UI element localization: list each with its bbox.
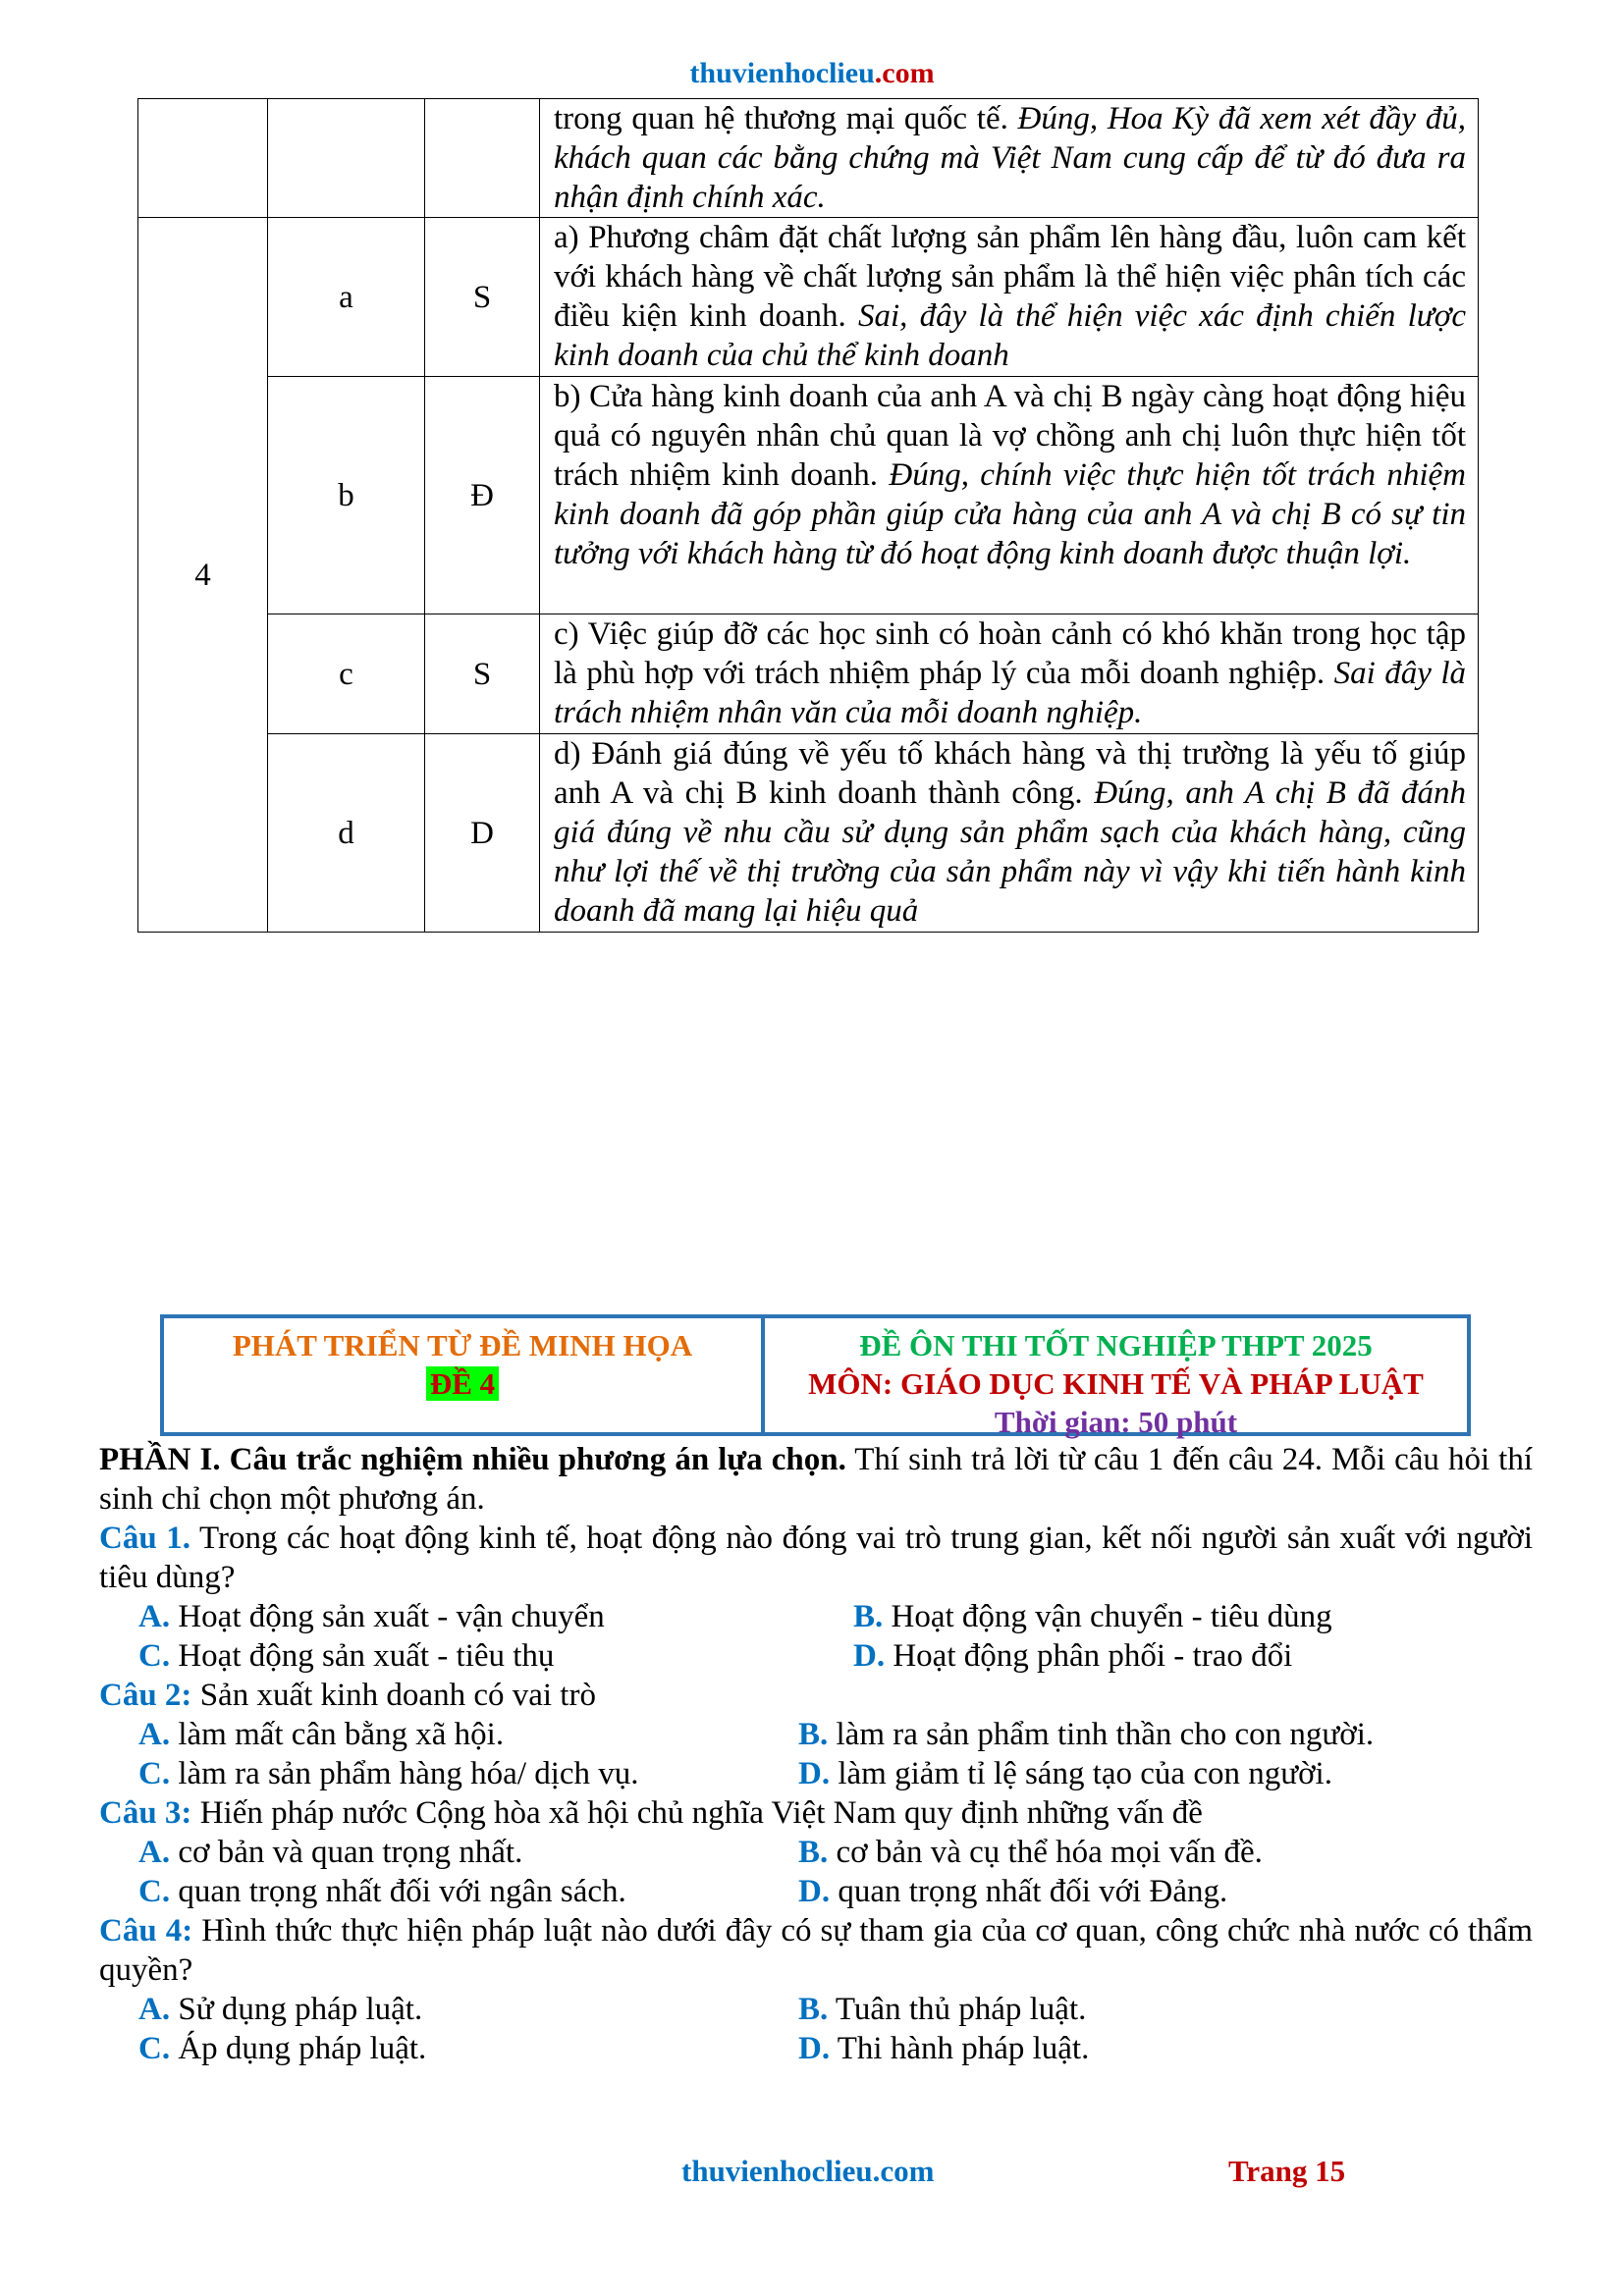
option-c: C. quan trọng nhất đối với ngân sách. — [138, 1874, 626, 1909]
answer-explanation: a) Phương châm đặt chất lượng sản phẩm lên hàng đầu, luôn cam kết với khách hàng về chất lượng sản phẩm là thể hiện việc phân tích các điều kiện kinh doanh. Sai, đây là thể hiện việc xác định chiến lược kinh doanh của chủ thể kinh doanh — [540, 218, 1479, 377]
part-title: PHẦN I. Câu trắc nghiệm nhiều phương án lựa chọn. — [99, 1442, 846, 1477]
answer-note: Sai đây là trách nhiệm nhân văn của mỗi doanh nghiệp. — [554, 656, 1466, 730]
exam-header-box — [160, 1314, 1471, 1439]
exam-duration: Thời gian: 50 phút — [994, 1405, 1238, 1439]
item-label: c — [268, 614, 425, 734]
item-label: a — [268, 218, 425, 377]
option-c: C. Áp dụng pháp luật. — [138, 2031, 427, 2066]
table-row — [138, 734, 1479, 933]
option-b: B. Tuân thủ pháp luật. — [798, 1992, 1087, 2027]
answer-note: Đúng, anh A chị B đã đánh giá đúng về nhu cầu sử dụng sản phẩm sạch của khách hàng, cũng như lợi thế về thị trường của sản phẩm này vì vậy khi tiến hành kinh doanh đã mang lại hiệu quả — [554, 775, 1466, 929]
question-text: Sản xuất kinh doanh có vai trò — [191, 1678, 596, 1713]
option-b: B. làm ra sản phẩm tinh thần cho con người. — [798, 1717, 1375, 1752]
question-label: Câu 2: — [99, 1678, 192, 1713]
exam-source — [164, 1318, 765, 1432]
option-d: D. quan trọng nhất đối với Đảng. — [798, 1874, 1228, 1909]
question-1 — [99, 1519, 1533, 1676]
question-label: Câu 4: — [99, 1913, 193, 1949]
answer-note: Đúng, chính việc thực hiện tốt trách nhiệm kinh doanh đã góp phần giúp cửa hàng của anh A và chị B có sự tin tưởng với khách hàng từ đó hoạt động kinh doanh được thuận lợi. — [554, 457, 1466, 571]
question-text: Hình thức thực hiện pháp luật nào dưới đây có sự tham gia của cơ quan, công chức nhà nước có thẩm quyền? — [99, 1913, 1533, 1988]
option-d: D. Hoạt động phân phối - trao đổi — [853, 1638, 1293, 1674]
exam-source-title: PHÁT TRIỂN TỪ ĐỀ MINH HỌA — [232, 1328, 693, 1362]
question-2 — [99, 1676, 1533, 1793]
part-instructions: Thí sinh trả lời từ câu 1 đến câu 24. Mỗi câu hỏi thí sinh chỉ chọn một phương án. — [99, 1442, 1534, 1517]
part-intro — [99, 1440, 1533, 1519]
question-text: Hiến pháp nước Cộng hòa xã hội chủ nghĩa Việt Nam quy định những vấn đề — [191, 1795, 1203, 1831]
exam-content — [99, 1440, 1533, 2068]
question-label: Câu 3: — [99, 1795, 192, 1831]
footer-site: thuvienhoclieu.com — [681, 2154, 935, 2188]
answer-mark: Đ — [425, 377, 540, 614]
option-a: A. Hoạt động sản xuất - vận chuyển — [138, 1599, 605, 1634]
answer-explanation: c) Việc giúp đỡ các học sinh có hoàn cảnh có khó khăn trong học tập là phù hợp với trách nhiệm pháp lý của mỗi doanh nghiệp. Sai đây là trách nhiệm nhân văn của mỗi doanh nghiệp. — [540, 614, 1479, 734]
option-d: D. Thi hành pháp luật. — [798, 2031, 1090, 2066]
table-row — [138, 218, 1479, 377]
option-a: A. Sử dụng pháp luật. — [138, 1992, 423, 2027]
item-label: b — [268, 377, 425, 614]
answer-table — [137, 98, 1479, 933]
item-label: d — [268, 734, 425, 933]
question-label: Câu 1. — [99, 1521, 191, 1556]
site-tld: .com — [874, 57, 935, 89]
exam-number-badge: ĐỀ 4 — [426, 1366, 499, 1401]
exam-info — [765, 1318, 1467, 1439]
answer-explanation: b) Cửa hàng kinh doanh của anh A và chị B ngày càng hoạt động hiệu quả có nguyên nhân chủ quan là vợ chồng anh chị luôn thực hiện tốt trách nhiệm kinh doanh. Đúng, chính việc thực hiện tốt trách nhiệm kinh doanh đã góp phần giúp cửa hàng của anh A và chị B có sự tin tưởng với khách hàng từ đó hoạt động kinh doanh được thuận lợi. — [540, 377, 1479, 614]
option-d: D. làm giảm tỉ lệ sáng tạo của con người. — [798, 1756, 1332, 1791]
option-a: A. cơ bản và quan trọng nhất. — [138, 1835, 523, 1870]
table-row — [138, 99, 1479, 218]
answer-explanation: trong quan hệ thương mại quốc tế. Đúng, Hoa Kỳ đã xem xét đầy đủ, khách quan các bằng chứng mà Việt Nam cung cấp để từ đó đưa ra nhận định chính xác. — [540, 99, 1479, 218]
answer-mark: S — [425, 218, 540, 377]
site-name: thuvienhoclieu — [689, 57, 875, 89]
answer-note: Đúng, Hoa Kỳ đã xem xét đầy đủ, khách quan các bằng chứng mà Việt Nam cung cấp để từ đó đưa ra nhận định chính xác. — [554, 101, 1466, 215]
answer-mark: D — [425, 734, 540, 933]
question-3 — [99, 1793, 1533, 1911]
question-number: 4 — [138, 218, 268, 933]
site-header — [0, 57, 1624, 90]
answer-mark: S — [425, 614, 540, 734]
page-number: Trang 15 — [1228, 2154, 1346, 2188]
exam-subject: MÔN: GIÁO DỤC KINH TẾ VÀ PHÁP LUẬT — [808, 1366, 1424, 1401]
table-row — [138, 377, 1479, 614]
option-b: B. cơ bản và cụ thể hóa mọi vấn đề. — [798, 1835, 1263, 1870]
answer-note: Sai, đây là thể hiện việc xác định chiến lược kinh doanh của chủ thể kinh doanh — [554, 298, 1467, 373]
option-b: B. Hoạt động vận chuyển - tiêu dùng — [853, 1599, 1332, 1634]
exam-title: ĐỀ ÔN THI TỐT NGHIỆP THPT 2025 — [859, 1328, 1373, 1362]
table-row — [138, 614, 1479, 734]
question-text: Trong các hoạt động kinh tế, hoạt động nào đóng vai trò trung gian, kết nối người sản xuất với người tiêu dùng? — [99, 1521, 1533, 1595]
option-c: C. Hoạt động sản xuất - tiêu thụ — [138, 1638, 555, 1674]
question-4 — [99, 1911, 1533, 2068]
option-c: C. làm ra sản phẩm hàng hóa/ dịch vụ. — [138, 1756, 639, 1791]
option-a: A. làm mất cân bằng xã hội. — [138, 1717, 505, 1752]
answer-explanation: d) Đánh giá đúng về yếu tố khách hàng và thị trường là yếu tố giúp anh A và chị B kinh doanh thành công. Đúng, anh A chị B đã đánh giá đúng về nhu cầu sử dụng sản phẩm sạch của khách hàng, cũng như lợi thế về thị trường của sản phẩm này vì vậy khi tiến hành kinh doanh đã mang lại hiệu quả — [540, 734, 1479, 933]
